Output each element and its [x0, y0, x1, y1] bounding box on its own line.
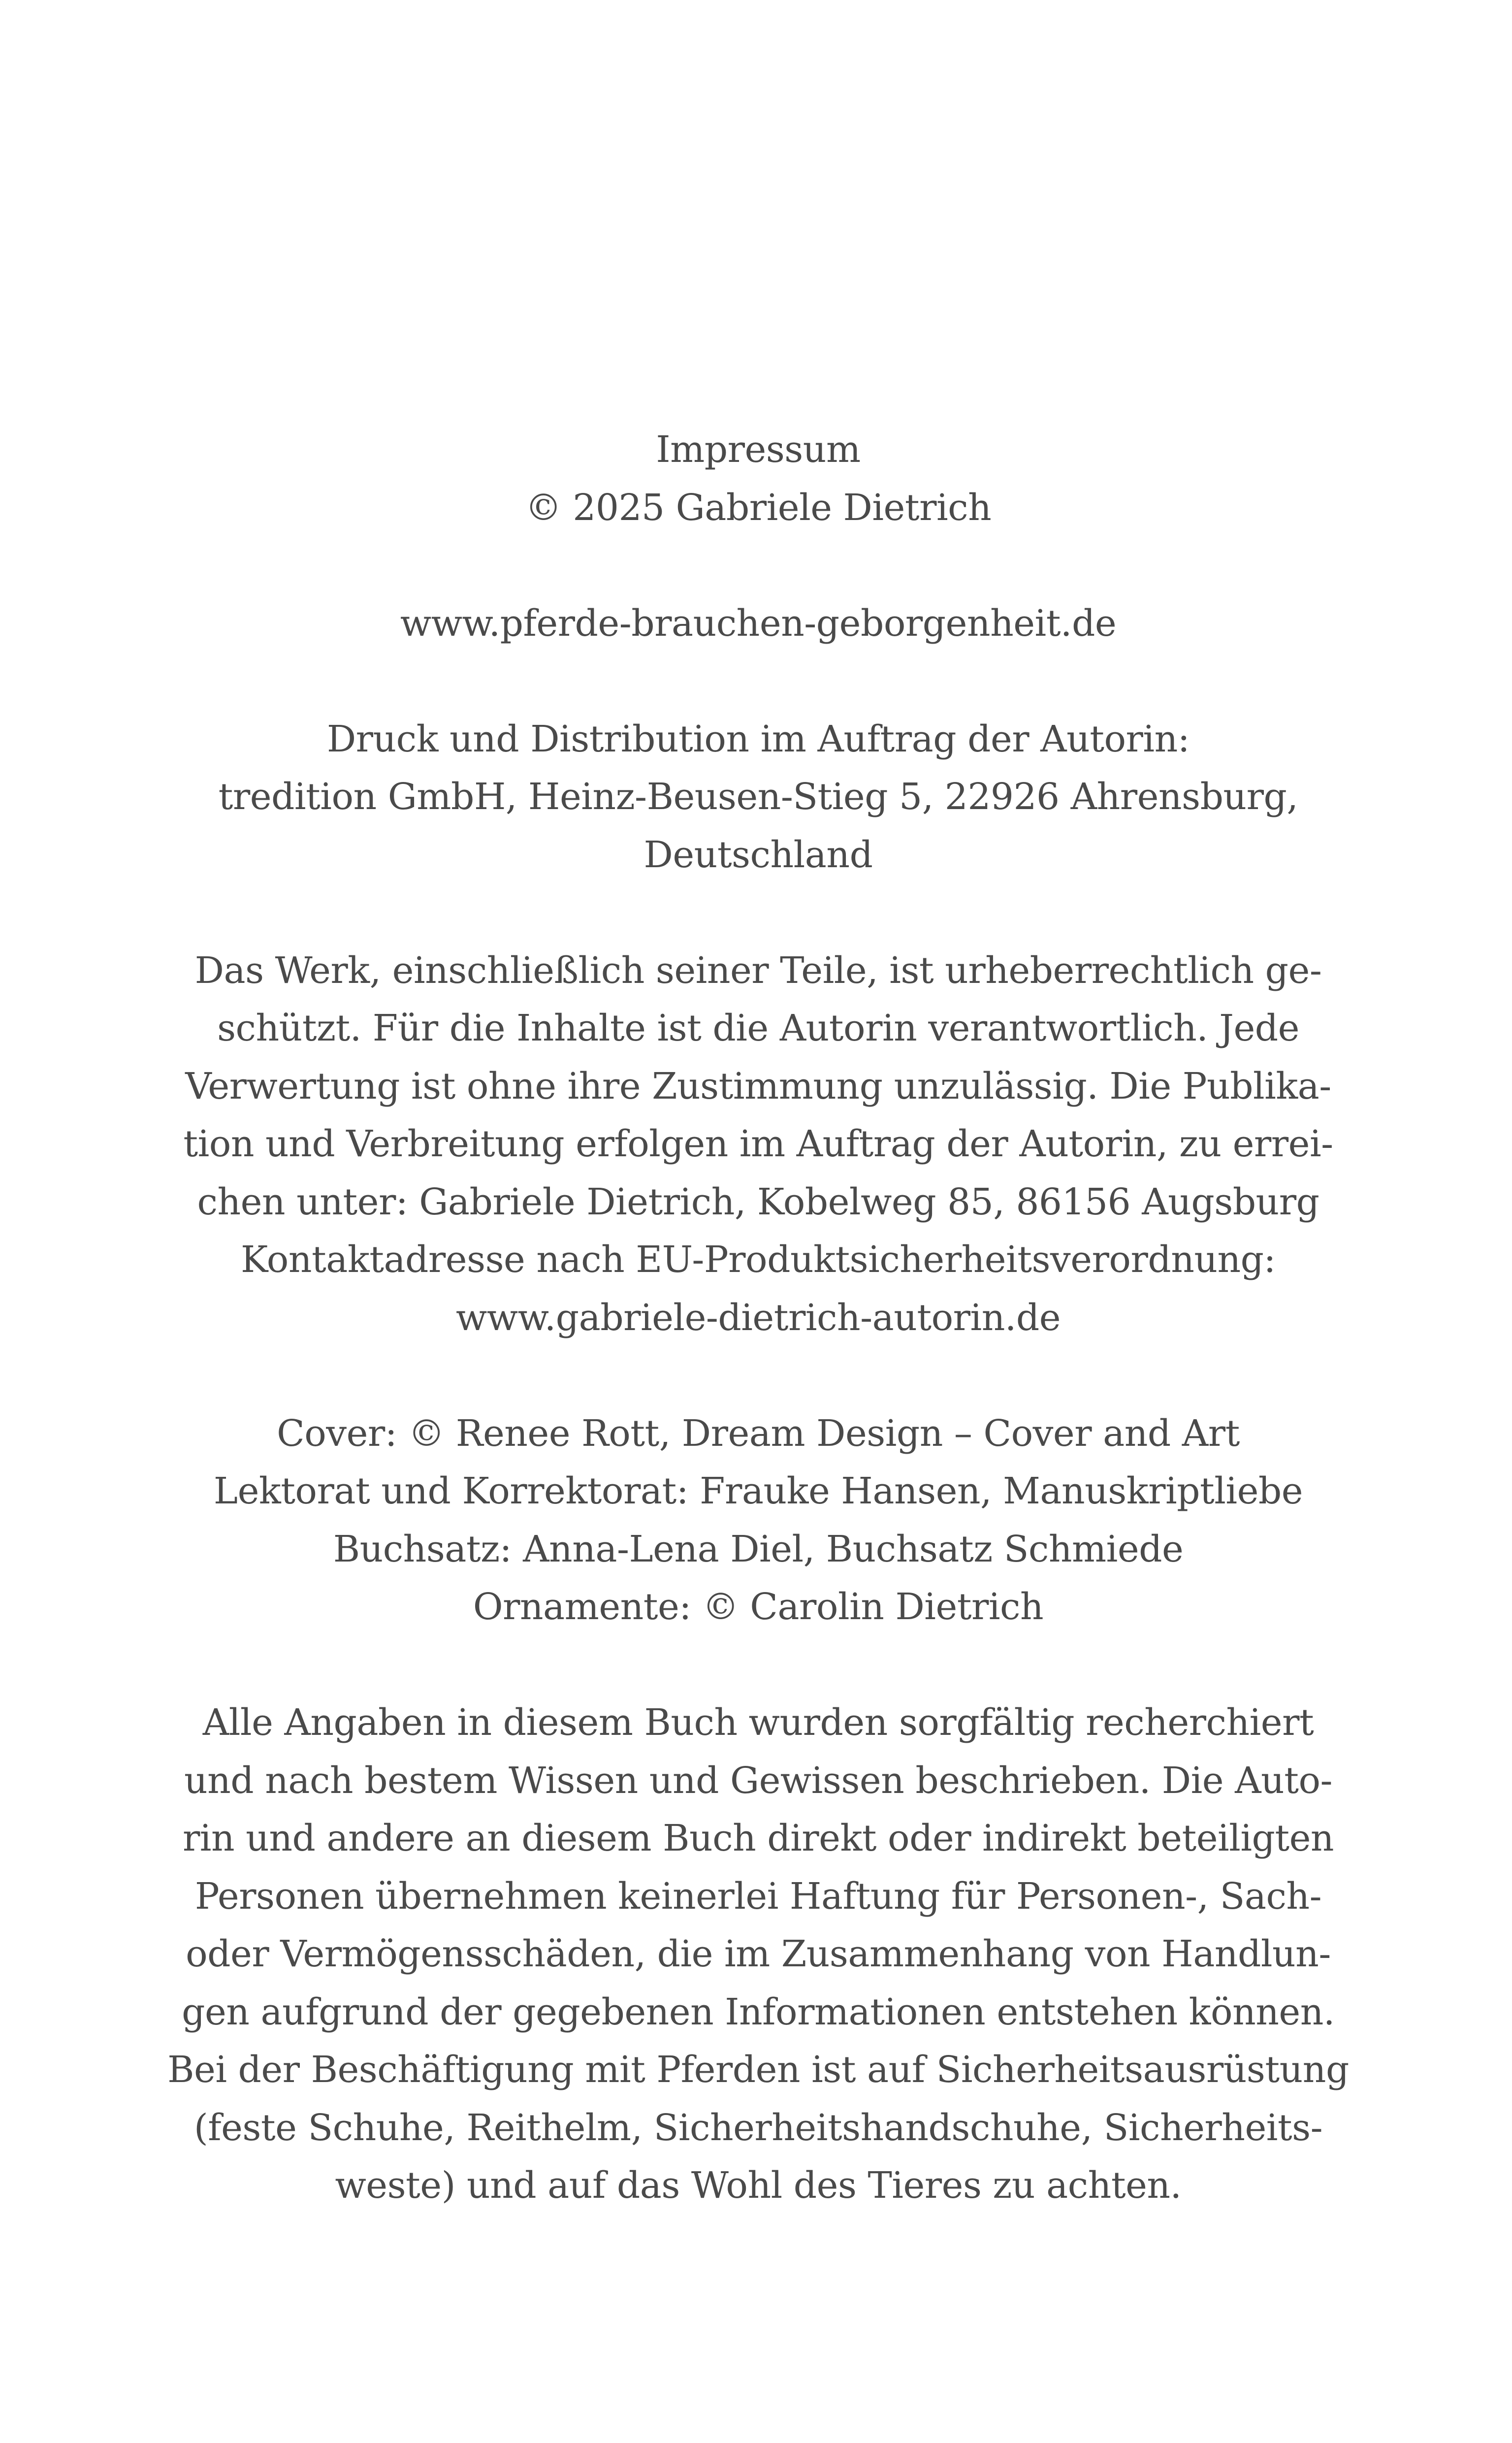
spacer: [167, 884, 1349, 942]
imprint-content: [167, 421, 1349, 2215]
rights-line: tion und Verbreitung erfolgen im Auftrag der Autorin, zu errei-: [183, 1123, 1333, 1165]
distribution-line: tredition GmbH, Heinz-Beusen-Stieg 5, 22926 Ahrensburg,: [218, 776, 1298, 818]
disclaimer-line: oder Vermögensschäden, die im Zusammenhang von Handlun-: [186, 1933, 1331, 1975]
distribution-line: Druck und Distribution im Auftrag der Autorin:: [326, 717, 1190, 760]
disclaimer-line: Alle Angaben in diesem Buch wurden sorgfältig recherchiert: [202, 1701, 1314, 1744]
spacer: [167, 537, 1349, 595]
disclaimer-line: rin und andere an diesem Buch direkt oder indirekt beteiligten: [182, 1817, 1334, 1859]
imprint-heading: Impressum: [656, 428, 861, 471]
website-link[interactable]: www.pferde-brauchen-geborgenheit.de: [400, 602, 1117, 645]
disclaimer-line: weste) und auf das Wohl des Tieres zu achten.: [335, 2164, 1182, 2207]
author-website-link[interactable]: www.gabriele-dietrich-autorin.de: [455, 1296, 1061, 1339]
credit-line: Ornamente: © Carolin Dietrich: [473, 1586, 1044, 1628]
disclaimer-line: gen aufgrund der gegebenen Informationen entstehen können.: [182, 1990, 1335, 2033]
rights-line: chen unter: Gabriele Dietrich, Kobelweg 85, 86156 Augsburg: [197, 1180, 1319, 1223]
rights-line: Das Werk, einschließlich seiner Teile, ist urheberrechtlich ge-: [194, 949, 1322, 992]
credit-line: Lektorat und Korrektorat: Frauke Hansen, Manuskriptliebe: [213, 1470, 1303, 1512]
rights-line: Kontaktadresse nach EU-Produktsicherheitsverordnung:: [241, 1238, 1276, 1281]
disclaimer-line: Personen übernehmen keinerlei Haftung für Personen-, Sach-: [194, 1875, 1322, 1918]
spacer: [167, 652, 1349, 711]
disclaimer-line: Bei der Beschäftigung mit Pferden ist auf Sicherheitsausrüstung: [167, 2049, 1349, 2091]
copyright-line: © 2025 Gabriele Dietrich: [525, 486, 992, 529]
spacer: [167, 1636, 1349, 1694]
rights-line: Verwertung ist ohne ihre Zustimmung unzulässig. Die Publika-: [185, 1065, 1331, 1107]
rights-line: schützt. Für die Inhalte ist die Autorin verantwortlich. Jede: [217, 1007, 1299, 1049]
disclaimer-line: und nach bestem Wissen und Gewissen beschrieben. Die Auto-: [184, 1759, 1333, 1802]
spacer: [167, 1347, 1349, 1405]
disclaimer-line: (feste Schuhe, Reithelm, Sicherheitshandschuhe, Sicherheits-: [193, 2106, 1323, 2149]
credit-line: Cover: © Renee Rott, Dream Design – Cover and Art: [277, 1412, 1240, 1455]
distribution-line: Deutschland: [643, 833, 873, 876]
credit-line: Buchsatz: Anna-Lena Diel, Buchsatz Schmiede: [333, 1528, 1184, 1570]
